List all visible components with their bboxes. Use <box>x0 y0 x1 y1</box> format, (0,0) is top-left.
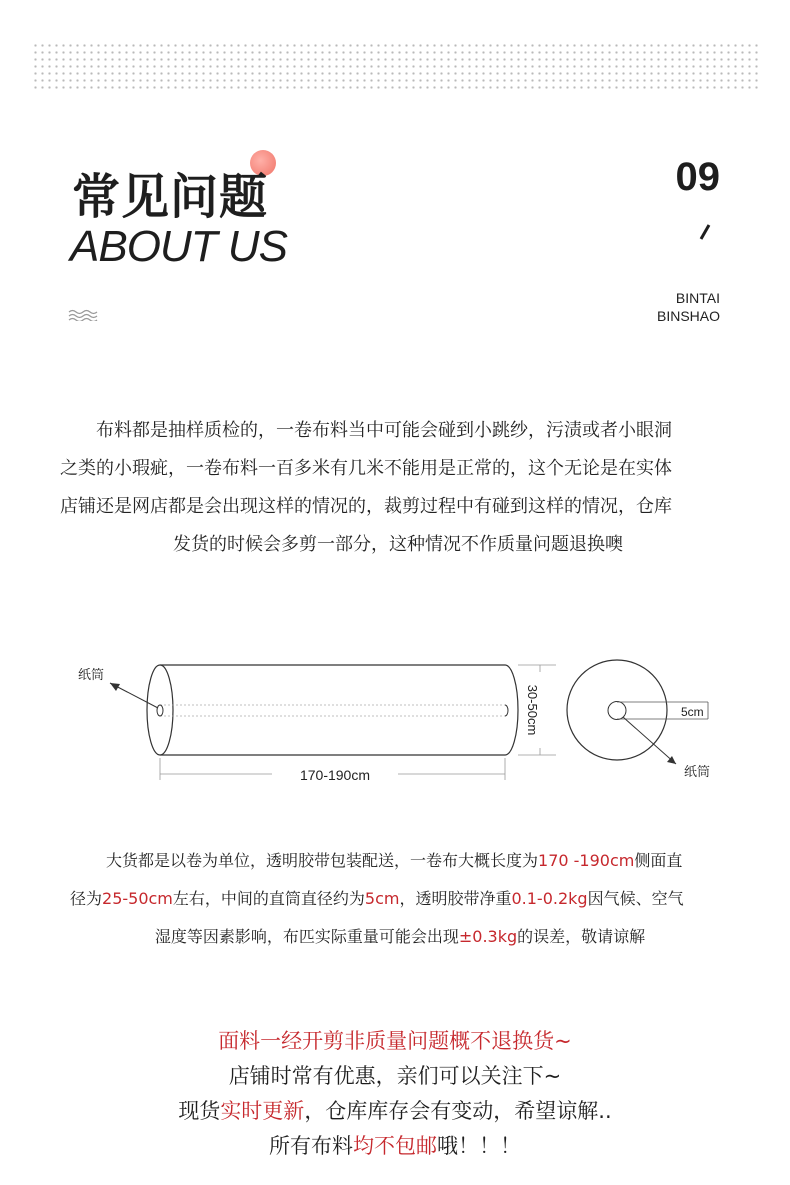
notice-text: ，仓库库存会有变动，希望谅解.. <box>304 1099 612 1123</box>
page-subtitle: ABOUT US <box>70 222 287 271</box>
realtime-highlight: 实时更新 <box>220 1099 305 1123</box>
details-text: 湿度等因素影响，布匹实际重量可能会出现 <box>154 927 459 946</box>
notice-line-4 <box>0 1129 790 1164</box>
section-number: 09 <box>675 155 720 199</box>
notice-line-1: 面料一经开剪非质量问题概不退换货~ <box>218 1029 572 1053</box>
details-text: 的误差，敬请谅解 <box>517 927 646 946</box>
length-highlight: 170 -190cm <box>538 851 635 870</box>
tube-label-left: 纸筒 <box>78 667 105 682</box>
notice-text: 所有布料 <box>269 1134 353 1158</box>
brand-block <box>657 289 720 325</box>
notice-line-3 <box>0 1094 790 1129</box>
details-text: 径为 <box>70 889 103 908</box>
fabric-roll-diagram <box>0 640 790 800</box>
details-text: 侧面直 <box>634 851 683 870</box>
page-title: 常见问题 <box>72 169 269 225</box>
brand-line-1: BINTAI <box>675 290 720 306</box>
intro-line-4: 发货的时候会多剪一部分，这种情况不作质量问题退换噢 <box>173 534 623 555</box>
error-highlight: ±0.3kg <box>458 927 518 946</box>
length-label: 170-190cm <box>299 767 371 783</box>
intro-line-1: 布料都是抽样质检的，一卷布料当中可能会碰到小跳纱，污渍或者小眼洞 <box>96 420 672 441</box>
brand-line-2: BINSHAO <box>656 308 720 324</box>
intro-line-2: 之类的小瑕疵，一卷布料一百多米有几米不能用是正常的，这个无论是在实体 <box>60 458 672 479</box>
details-paragraph <box>70 842 730 956</box>
slash-mark-icon <box>696 222 716 242</box>
weight-highlight: 0.1-0.2kg <box>511 889 588 908</box>
core-highlight: 5cm <box>364 889 400 908</box>
details-line-3 <box>70 918 730 956</box>
details-line-1 <box>70 842 730 880</box>
wave-icon <box>68 309 98 321</box>
notice-block <box>0 1024 790 1164</box>
intro-line-3: 店铺还是网店都是会出现这样的情况的，裁剪过程中有碰到这样的情况，仓库 <box>60 496 672 517</box>
intro-paragraph <box>60 412 736 564</box>
roll-side-view <box>147 665 518 755</box>
details-text: 因气候、空气 <box>587 889 684 908</box>
diameter-highlight: 25-50cm <box>102 889 173 908</box>
tube-label-right: 纸筒 <box>684 764 711 779</box>
diameter-label: 30-50cm <box>525 684 540 736</box>
details-text: 左右，中间的直筒直径约为 <box>172 889 365 908</box>
details-text: 大货都是以卷为单位，透明胶带包装配送，一卷布大概长度为 <box>106 851 539 870</box>
details-text: ，透明胶带净重 <box>399 889 512 908</box>
notice-text: 现货 <box>178 1099 221 1123</box>
notice-line-2: 店铺时常有优惠，亲们可以关注下~ <box>228 1064 562 1088</box>
core-label: 5cm <box>681 705 704 719</box>
no-free-shipping-highlight: 均不包邮 <box>353 1134 437 1158</box>
notice-text: 哦！！！ <box>437 1134 521 1158</box>
details-line-2 <box>70 880 730 918</box>
dotted-header-pattern <box>32 42 758 90</box>
